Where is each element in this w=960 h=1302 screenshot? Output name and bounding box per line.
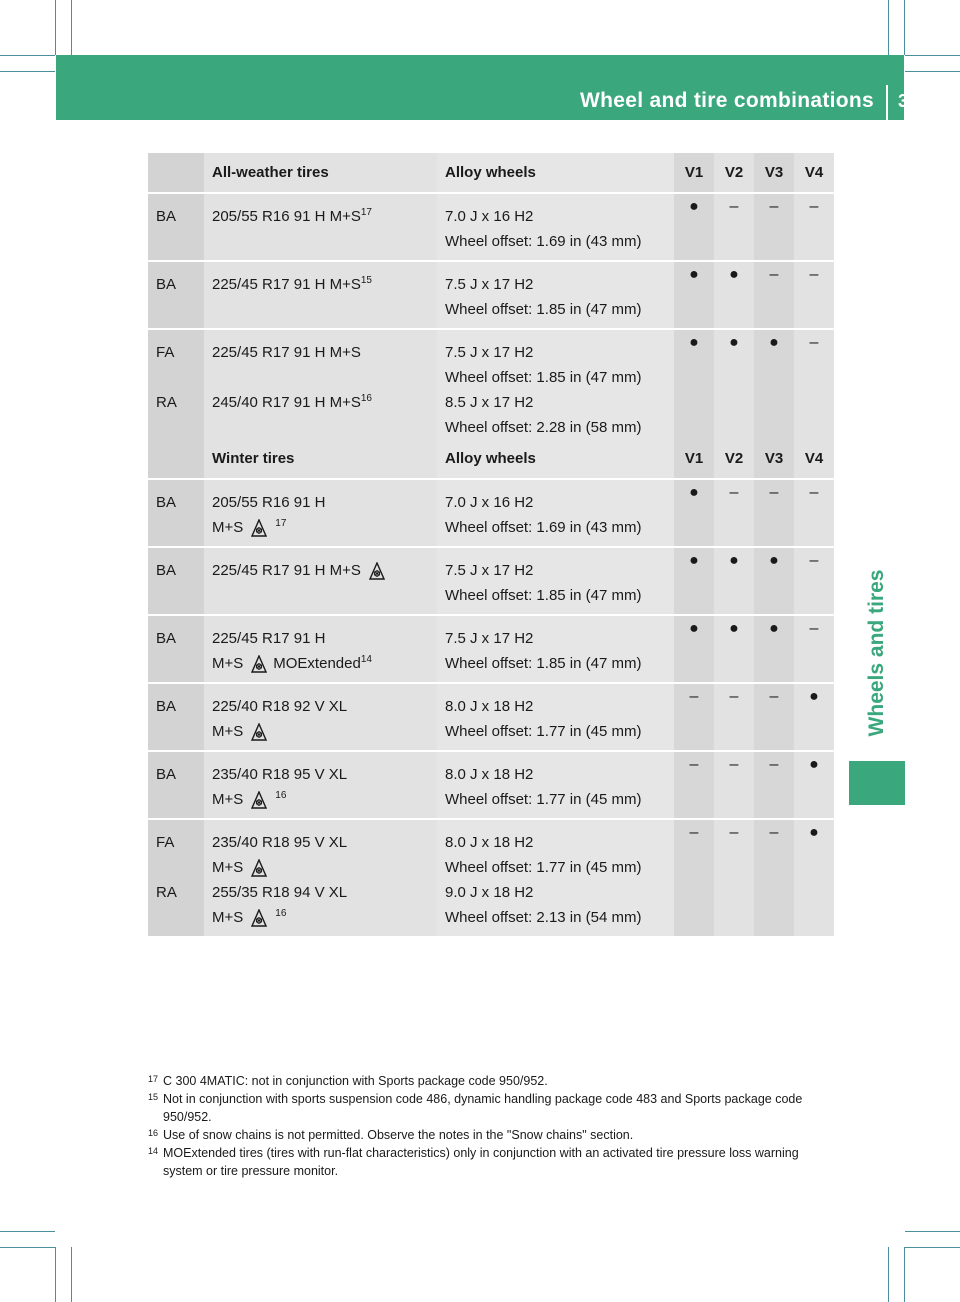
variant-cell	[794, 193, 834, 261]
tire-size-cell	[204, 193, 437, 261]
table-header-row	[148, 439, 834, 479]
tire-size	[212, 787, 437, 812]
tire-size	[212, 830, 437, 855]
wheel-offset: Wheel offset: 1.77 in (45 mm)	[445, 723, 642, 740]
footnote-ref: 16	[275, 908, 287, 919]
wheel-offset: Wheel offset: 2.28 in (58 mm)	[445, 419, 642, 436]
alloy-wheel-cell	[437, 193, 674, 261]
available-dot: ●	[729, 266, 739, 283]
available-dot: ●	[689, 198, 699, 215]
variant-cell	[714, 615, 754, 683]
column-header: All-weather tires	[204, 153, 437, 193]
variant-cell	[714, 329, 754, 447]
crop-mark	[905, 1247, 960, 1248]
alloy-wheel-cell	[437, 547, 674, 615]
not-available-dash: –	[689, 688, 699, 705]
tire-size-text: M+S	[212, 723, 244, 740]
table-row	[148, 683, 834, 751]
wheel-offset: Wheel offset: 1.77 in (45 mm)	[445, 791, 642, 808]
available-dot: ●	[689, 484, 699, 501]
wheel-offset: Wheel offset: 1.85 in (47 mm)	[445, 655, 642, 672]
not-available-dash: –	[809, 334, 819, 351]
mountain-snowflake-icon	[251, 519, 267, 537]
tire-size-text: 225/45 R17 91 H M+S	[212, 562, 361, 579]
variant-cell	[674, 819, 714, 937]
variant-cell	[674, 329, 714, 447]
not-available-dash: –	[809, 198, 819, 215]
footnote-ref: 15	[360, 275, 372, 286]
tire-size-text: M+S	[212, 655, 244, 672]
wheel-offset: Wheel offset: 1.85 in (47 mm)	[445, 587, 642, 604]
column-header: V3	[754, 153, 794, 193]
not-available-dash: –	[729, 688, 739, 705]
axle-cell	[148, 261, 204, 329]
variant-cell	[754, 479, 794, 547]
tire-size	[212, 340, 437, 365]
variant-cell	[794, 615, 834, 683]
available-dot: ●	[769, 620, 779, 637]
available-dot: ●	[809, 688, 819, 705]
available-dot: ●	[729, 334, 739, 351]
winter-tires-table	[148, 439, 834, 938]
available-dot: ●	[689, 620, 699, 637]
tire-size-cell	[204, 615, 437, 683]
footnote-ref: 16	[275, 790, 287, 801]
tire-size	[212, 905, 437, 930]
tire-size	[212, 515, 437, 540]
column-header: V4	[794, 439, 834, 479]
not-available-dash: –	[729, 484, 739, 501]
column-header: V3	[754, 439, 794, 479]
table-row	[148, 479, 834, 547]
tire-size	[212, 694, 437, 719]
page-header	[56, 55, 929, 120]
tire-size-text: M+S	[212, 859, 244, 876]
table-header-row	[148, 153, 834, 193]
variant-cell	[714, 547, 754, 615]
axle-label: RA	[156, 884, 177, 901]
axle-label: BA	[156, 562, 177, 579]
available-dot: ●	[689, 552, 699, 569]
axle-label: BA	[156, 276, 177, 293]
not-available-dash: –	[769, 824, 779, 841]
column-header-axle	[148, 439, 204, 479]
available-dot: ●	[769, 552, 779, 569]
crop-mark	[55, 1247, 56, 1302]
axle-cell	[148, 479, 204, 547]
crop-mark	[888, 0, 889, 55]
variant-cell	[754, 261, 794, 329]
footnote-ref: 16	[360, 393, 372, 404]
wheel-size: 9.0 J x 18 H2	[445, 884, 534, 901]
tire-size-text: 225/40 R18 92 V XL	[212, 698, 348, 715]
mountain-snowflake-icon	[251, 909, 267, 927]
variant-cell	[794, 261, 834, 329]
footnote: 15 Not in conjunction with sports suspension code 486, dynamic handling package code 483 and Sports package code 950/952.	[148, 1092, 803, 1124]
crop-mark	[0, 71, 55, 72]
header-divider	[886, 85, 888, 120]
not-available-dash: –	[729, 198, 739, 215]
not-available-dash: –	[769, 756, 779, 773]
variant-cell	[794, 329, 834, 447]
tire-size-text: 205/55 R16 91 H M+S	[212, 208, 361, 225]
wheel-size: 7.5 J x 17 H2	[445, 562, 534, 579]
wheel-size: 8.0 J x 18 H2	[445, 834, 534, 851]
not-available-dash: –	[769, 688, 779, 705]
axle-label: BA	[156, 494, 177, 511]
tire-size-text: M+S	[212, 791, 244, 808]
not-available-dash: –	[729, 756, 739, 773]
wheel-size: 7.5 J x 17 H2	[445, 344, 534, 361]
footnote-text: Not in conjunction with sports suspension code 486, dynamic handling package code 483 and Sports package code 950/952.	[163, 1092, 803, 1124]
not-available-dash: –	[689, 824, 699, 841]
tire-size	[212, 490, 437, 515]
table-row	[148, 193, 834, 261]
mountain-snowflake-icon	[251, 655, 267, 673]
tire-size-text: 235/40 R18 95 V XL	[212, 834, 348, 851]
column-header: V2	[714, 439, 754, 479]
variant-cell	[754, 683, 794, 751]
column-header: V4	[794, 153, 834, 193]
mountain-snowflake-icon	[251, 791, 267, 809]
tire-size-cell	[204, 479, 437, 547]
alloy-wheel-cell	[437, 615, 674, 683]
alloy-wheel-cell	[437, 819, 674, 937]
variant-cell	[754, 615, 794, 683]
not-available-dash: –	[809, 620, 819, 637]
wheel-size: 7.5 J x 17 H2	[445, 276, 534, 293]
tire-size-cell	[204, 751, 437, 819]
wheel-offset: Wheel offset: 1.85 in (47 mm)	[445, 301, 642, 318]
axle-cell	[148, 683, 204, 751]
section-tab-block	[849, 761, 905, 805]
tire-size	[212, 390, 437, 415]
section-tab	[849, 545, 905, 761]
crop-mark	[888, 1247, 889, 1302]
tire-size-cell	[204, 547, 437, 615]
alloy-wheel-cell	[437, 329, 674, 447]
axle-cell	[148, 615, 204, 683]
mountain-snowflake-icon	[251, 723, 267, 741]
tire-size-text: 255/35 R18 94 V XL	[212, 884, 348, 901]
tire-size-cell	[204, 683, 437, 751]
wheel-size: 8.0 J x 18 H2	[445, 698, 534, 715]
footnote: 14 MOExtended tires (tires with run-flat characteristics) only in conjunction with an activated tire pressure loss warning system or tire pressure monitor.	[148, 1146, 799, 1178]
axle-label: BA	[156, 208, 177, 225]
page-title: Wheel and tire combinations	[580, 89, 874, 112]
footnote: 16 Use of snow chains is not permitted. Observe the notes in the "Snow chains" section.	[148, 1128, 634, 1142]
table-row	[148, 547, 834, 615]
variant-cell	[714, 479, 754, 547]
column-header: V2	[714, 153, 754, 193]
tire-size	[212, 626, 437, 651]
page-number: 341	[898, 91, 929, 111]
not-available-dash: –	[729, 824, 739, 841]
crop-mark	[904, 1247, 905, 1302]
crop-mark	[55, 0, 56, 55]
alloy-wheel-cell	[437, 751, 674, 819]
wheel-size: 7.0 J x 16 H2	[445, 494, 534, 511]
variant-cell	[754, 547, 794, 615]
variant-cell	[674, 547, 714, 615]
wheel-size: 7.0 J x 16 H2	[445, 208, 534, 225]
variant-cell	[674, 261, 714, 329]
footnote-text: Use of snow chains is not permitted. Observe the notes in the "Snow chains" section.	[163, 1128, 634, 1142]
tire-size-cell	[204, 329, 437, 447]
tire-size	[212, 855, 437, 880]
variant-cell	[714, 193, 754, 261]
wheel-offset: Wheel offset: 1.69 in (43 mm)	[445, 233, 642, 250]
footnote-ref: 17	[275, 518, 287, 529]
tire-size-text: 235/40 R18 95 V XL	[212, 766, 348, 783]
axle-cell	[148, 751, 204, 819]
column-header: Alloy wheels	[437, 153, 674, 193]
axle-label: RA	[156, 394, 177, 411]
tire-size-text: M+S	[212, 519, 244, 536]
crop-mark	[905, 71, 960, 72]
tire-size-cell	[204, 819, 437, 937]
alloy-wheel-cell	[437, 261, 674, 329]
variant-cell	[794, 479, 834, 547]
variant-cell	[754, 329, 794, 447]
tire-size	[212, 880, 437, 905]
footnote-text: MOExtended tires (tires with run-flat characteristics) only in conjunction with an activated tire pressure loss warning system or tire pressure monitor.	[163, 1146, 799, 1178]
table-row	[148, 329, 834, 447]
tire-size	[212, 719, 437, 744]
mountain-snowflake-icon	[369, 562, 385, 580]
alloy-wheel-cell	[437, 683, 674, 751]
available-dot: ●	[729, 620, 739, 637]
tire-size	[212, 204, 437, 229]
wheel-size: 8.5 J x 17 H2	[445, 394, 534, 411]
not-available-dash: –	[769, 198, 779, 215]
tire-size-text: 225/45 R17 91 H	[212, 630, 326, 647]
crop-mark	[71, 0, 72, 55]
axle-cell	[148, 547, 204, 615]
footnote-ref: 14	[360, 654, 372, 665]
table-row	[148, 819, 834, 937]
footnote: 17 C 300 4MATIC: not in conjunction with Sports package code 950/952.	[148, 1074, 548, 1088]
wheel-offset: Wheel offset: 2.13 in (54 mm)	[445, 909, 642, 926]
crop-mark	[905, 1231, 960, 1232]
axle-label: FA	[156, 344, 175, 361]
wheel-size: 7.5 J x 17 H2	[445, 630, 534, 647]
wheel-offset: Wheel offset: 1.69 in (43 mm)	[445, 519, 642, 536]
axle-label: BA	[156, 698, 177, 715]
variant-cell	[674, 615, 714, 683]
available-dot: ●	[689, 266, 699, 283]
axle-label: FA	[156, 834, 175, 851]
crop-mark	[0, 1231, 55, 1232]
available-dot: ●	[729, 552, 739, 569]
variant-cell	[674, 193, 714, 261]
crop-mark	[0, 1247, 55, 1248]
wheel-offset: Wheel offset: 1.77 in (45 mm)	[445, 859, 642, 876]
tire-size-text: M+S	[212, 909, 244, 926]
wheel-size: 8.0 J x 18 H2	[445, 766, 534, 783]
not-available-dash: –	[689, 756, 699, 773]
mountain-snowflake-icon	[251, 859, 267, 877]
column-header: V1	[674, 153, 714, 193]
table-row	[148, 615, 834, 683]
variant-cell	[714, 751, 754, 819]
variant-cell	[794, 683, 834, 751]
available-dot: ●	[769, 334, 779, 351]
footnote-ref: 17	[360, 207, 372, 218]
footnotes	[148, 1072, 838, 1180]
not-available-dash: –	[809, 484, 819, 501]
variant-cell	[754, 193, 794, 261]
wheel-offset: Wheel offset: 1.85 in (47 mm)	[445, 369, 642, 386]
axle-label: BA	[156, 766, 177, 783]
section-tab-label: Wheels and tires	[865, 569, 888, 737]
variant-cell	[794, 819, 834, 937]
tire-designation: MOExtended	[273, 655, 361, 672]
tire-size-text: 225/45 R17 91 H M+S	[212, 276, 361, 293]
column-header-axle	[148, 153, 204, 193]
not-available-dash: –	[809, 266, 819, 283]
available-dot: ●	[809, 756, 819, 773]
tire-size	[212, 651, 437, 676]
variant-cell	[794, 751, 834, 819]
variant-cell	[714, 683, 754, 751]
available-dot: ●	[689, 334, 699, 351]
tire-size-text: 245/40 R17 91 H M+S	[212, 394, 361, 411]
tire-size-text: 225/45 R17 91 H M+S	[212, 344, 361, 361]
not-available-dash: –	[769, 484, 779, 501]
crop-mark	[71, 1247, 72, 1302]
axle-cell	[148, 819, 204, 937]
tire-size	[212, 762, 437, 787]
all-weather-tires-table	[148, 153, 834, 448]
axle-cell	[148, 329, 204, 447]
footnote-text: C 300 4MATIC: not in conjunction with Sports package code 950/952.	[163, 1074, 548, 1088]
variant-cell	[714, 819, 754, 937]
available-dot: ●	[809, 824, 819, 841]
variant-cell	[754, 819, 794, 937]
tire-size-text: 205/55 R16 91 H	[212, 494, 326, 511]
alloy-wheel-cell	[437, 479, 674, 547]
column-header: Alloy wheels	[437, 439, 674, 479]
crop-mark	[905, 55, 960, 56]
variant-cell	[794, 547, 834, 615]
variant-cell	[674, 751, 714, 819]
variant-cell	[674, 479, 714, 547]
table-row	[148, 751, 834, 819]
variant-cell	[674, 683, 714, 751]
column-header: V1	[674, 439, 714, 479]
variant-cell	[754, 751, 794, 819]
crop-mark	[904, 0, 905, 55]
crop-mark	[0, 55, 55, 56]
variant-cell	[714, 261, 754, 329]
table-row	[148, 261, 834, 329]
tire-size-cell	[204, 261, 437, 329]
tire-size	[212, 558, 437, 583]
axle-cell	[148, 193, 204, 261]
tire-size	[212, 272, 437, 297]
not-available-dash: –	[809, 552, 819, 569]
not-available-dash: –	[769, 266, 779, 283]
column-header: Winter tires	[204, 439, 437, 479]
axle-label: BA	[156, 630, 177, 647]
